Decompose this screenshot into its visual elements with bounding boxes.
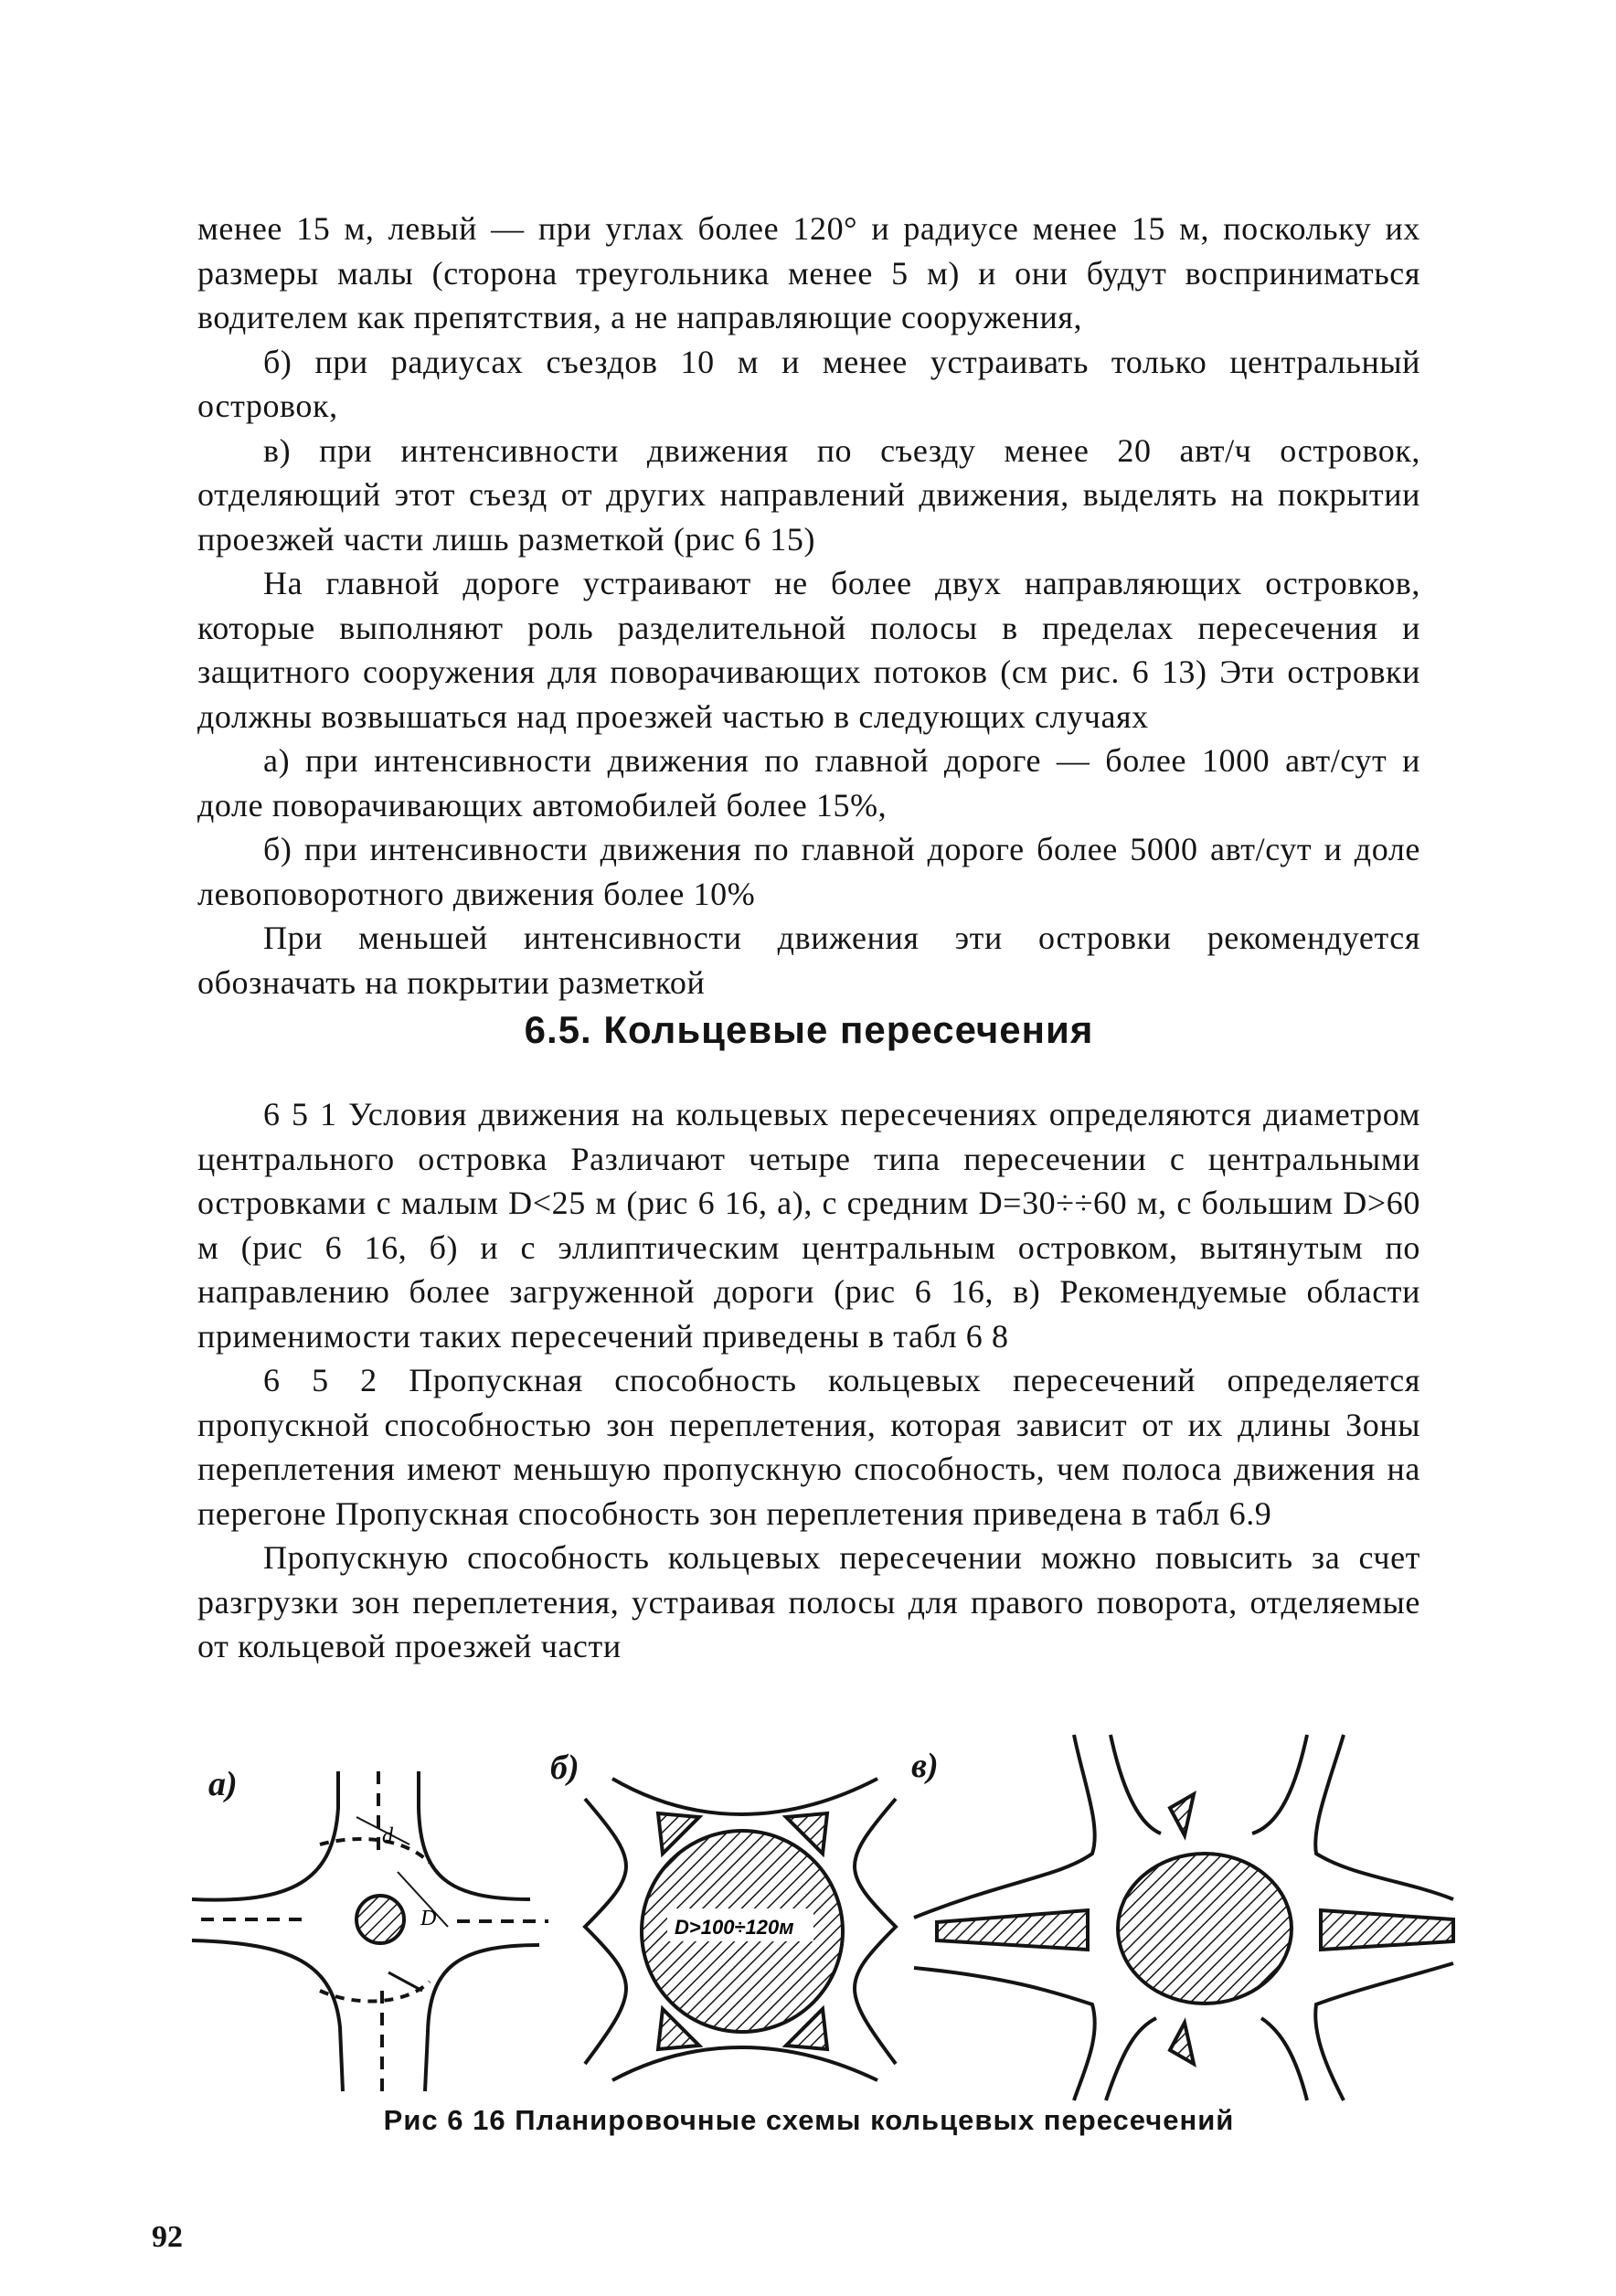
- page-number: 92: [152, 2220, 183, 2254]
- paragraph-4: На главной дороге устраивают не более двух направляющих островков, которые выполняют роль разделительной полосы в пределах пересечения и защитного сооружения для поворачивающих потоков (см рис. 6 13) Эти островки должны возвышаться над проезжей частью в следующих случаях: [197, 565, 1420, 735]
- figure-6-16: [183, 1717, 1462, 2110]
- text-block-top: [197, 207, 1420, 1004]
- paragraph-10: Пропускную способность кольцевых пересечении можно повысить за счет разгрузки зон переплетения, устраивая полосы для правого поворота, отделяемые от кольцевой проезжей части: [197, 1539, 1420, 1664]
- paragraph-8: 6 5 1 Условия движения на кольцевых пересечениях определяются диаметром центрального островка Различают четыре типа пересечении с центральными островками с малым D<25 м (рис 6 16, а), с средним D=30÷÷60 м, с большим D>60 м (рис 6 16, б) и с эллиптическим центральным островком, вытянутым по направлению более загруженной дороги (рис 6 16, в) Рекомендуемые области применимости таких пересечений приведены в табл 6 8: [197, 1096, 1420, 1355]
- figure-caption: Рис 6 16 Планировочные схемы кольцевых пересечений: [383, 2104, 1235, 2136]
- paragraph-7: При меньшей интенсивности движения эти островки рекомендуется обозначать на покрытии разметкой: [197, 919, 1420, 1001]
- scheme-a-dim-D: D: [420, 1907, 437, 1930]
- scheme-a-small-roundabout: [192, 1771, 548, 2091]
- section-title: 6.5. Кольцевые пересечения: [524, 1008, 1094, 1051]
- paragraph-1: менее 15 м, левый — при углах более 120° и радиусе менее 15 м, поскольку их размеры малы (сторона треугольника менее 5 м) и они будут восприниматься водителем как препятствия, а не направляющие сооружения,: [197, 210, 1420, 335]
- scheme-a-central-island: [356, 1896, 404, 1943]
- figure-label-v: в): [911, 1747, 939, 1785]
- scheme-b-dimension: D>100÷120м: [675, 1916, 794, 1939]
- paragraph-3: в) при интенсивности движения по съезду менее 20 авт/ч островок, отделяющий этот съезд от других направлений движения, выделять на покрытии проезжей части лишь разметкой (рис 6 15): [197, 431, 1420, 558]
- roundabout-schemes-drawing: [183, 1717, 1462, 2110]
- paragraph-5: а) при интенсивности движения по главной дороге — более 1000 авт/сут и доле поворачивающих автомобилей более 15%,: [197, 742, 1420, 824]
- paragraph-9: 6 5 2 Пропускная способность кольцевых пересечений определяется пропускной способностью зон переплетения, которая зависит от их длины Зоны переплетения имеют меньшую пропускную способность, чем полоса движения на перегоне Пропускная способность зон переплетения приведена в табл 6.9: [197, 1362, 1420, 1532]
- figure-label-a: а): [208, 1765, 238, 1803]
- scheme-v-elliptical-roundabout: [914, 1735, 1453, 2100]
- text-block-bottom: [197, 1092, 1420, 1669]
- paragraph-6: б) при интенсивности движения по главной дороге более 5000 авт/сут и доле левоповоротного движения более 10%: [197, 831, 1420, 912]
- paragraph-2: б) при радиусах съездов 10 м и менее устраивать только центральный островок,: [197, 343, 1420, 424]
- scheme-a-dim-d: d: [382, 1824, 393, 1848]
- figure-label-b: б): [550, 1749, 579, 1787]
- scheme-v-central-island: [1118, 1854, 1292, 2004]
